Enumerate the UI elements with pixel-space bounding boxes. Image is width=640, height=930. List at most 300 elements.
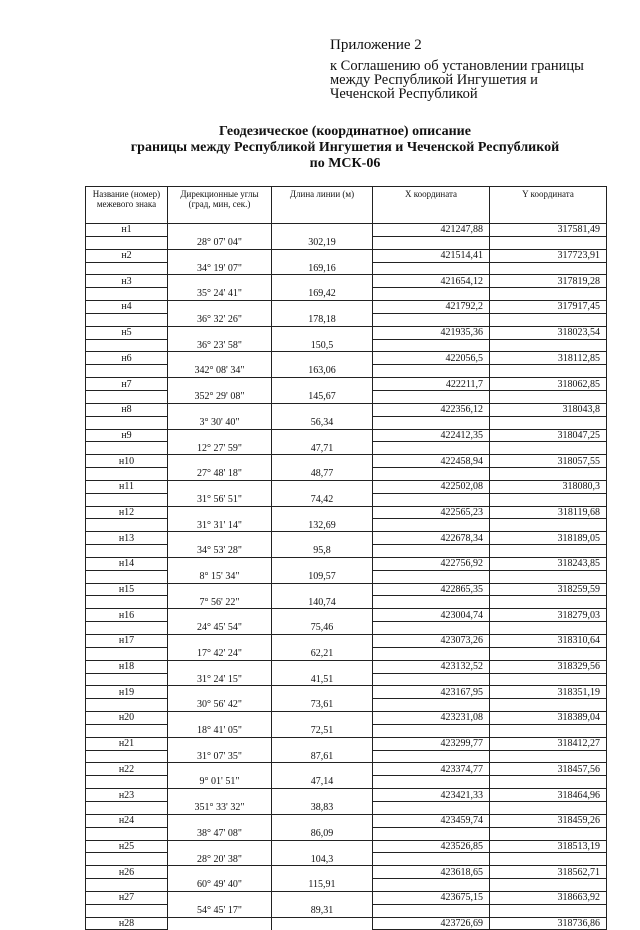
empty-cell xyxy=(272,635,373,648)
empty-cell xyxy=(168,635,272,648)
y-coordinate: 317917,45 xyxy=(490,301,607,314)
point-name: н16 xyxy=(86,609,168,622)
empty-cell xyxy=(272,814,373,827)
header-x: X координата xyxy=(373,187,490,224)
line-length: 150,5 xyxy=(272,339,373,352)
empty-cell xyxy=(272,583,373,596)
y-coordinate: 317723,91 xyxy=(490,249,607,262)
table-row-point xyxy=(86,275,607,288)
empty-cell xyxy=(168,403,272,416)
y-coordinate: 318062,85 xyxy=(490,378,607,391)
y-coordinate: 318389,04 xyxy=(490,712,607,725)
empty-cell xyxy=(272,378,373,391)
table-row-point xyxy=(86,789,607,802)
empty-cell xyxy=(168,455,272,468)
table-row-segment xyxy=(86,339,607,352)
x-coordinate: 421792,2 xyxy=(373,301,490,314)
empty-cell xyxy=(490,750,607,763)
empty-cell xyxy=(490,365,607,378)
table-row-point xyxy=(86,891,607,904)
y-coordinate: 318043,8 xyxy=(490,403,607,416)
empty-cell xyxy=(490,545,607,558)
y-coordinate: 318047,25 xyxy=(490,429,607,442)
empty-cell xyxy=(490,519,607,532)
direction-angle: 54° 45' 17" xyxy=(168,904,272,917)
table-row-segment xyxy=(86,493,607,506)
empty-cell xyxy=(373,699,490,712)
y-coordinate: 318023,54 xyxy=(490,326,607,339)
direction-angle: 24° 45' 54" xyxy=(168,622,272,635)
x-coordinate: 423618,65 xyxy=(373,866,490,879)
table-row-segment xyxy=(86,879,607,892)
empty-cell xyxy=(86,493,168,506)
y-coordinate: 318243,85 xyxy=(490,557,607,570)
direction-angle: 351° 33' 32" xyxy=(168,801,272,814)
empty-cell xyxy=(373,390,490,403)
line-length: 95,8 xyxy=(272,545,373,558)
empty-cell xyxy=(86,750,168,763)
empty-cell xyxy=(373,288,490,301)
direction-angle: 34° 53' 28" xyxy=(168,545,272,558)
table-row-point xyxy=(86,660,607,673)
empty-cell xyxy=(86,699,168,712)
empty-cell xyxy=(373,673,490,686)
empty-cell xyxy=(373,570,490,583)
table-row-segment xyxy=(86,647,607,660)
direction-angle: 8° 15' 34" xyxy=(168,570,272,583)
table-row-segment xyxy=(86,288,607,301)
empty-cell xyxy=(490,288,607,301)
table-row-point xyxy=(86,301,607,314)
empty-cell xyxy=(168,532,272,545)
table-row-point xyxy=(86,737,607,750)
empty-cell xyxy=(86,442,168,455)
x-coordinate: 422211,7 xyxy=(373,378,490,391)
point-name: н14 xyxy=(86,557,168,570)
empty-cell xyxy=(373,827,490,840)
header-length: Длина линии (м) xyxy=(272,187,373,224)
direction-angle: 27° 48' 18" xyxy=(168,468,272,481)
line-length: 41,51 xyxy=(272,673,373,686)
empty-cell xyxy=(490,493,607,506)
point-name: н12 xyxy=(86,506,168,519)
x-coordinate: 422412,35 xyxy=(373,429,490,442)
line-length: 87,61 xyxy=(272,750,373,763)
empty-cell xyxy=(272,737,373,750)
table-row-point xyxy=(86,352,607,365)
table-row-point xyxy=(86,712,607,725)
point-name: н18 xyxy=(86,660,168,673)
table-row-segment xyxy=(86,724,607,737)
table-row-segment xyxy=(86,596,607,609)
empty-cell xyxy=(373,236,490,249)
empty-cell xyxy=(272,712,373,725)
empty-cell xyxy=(272,557,373,570)
empty-cell xyxy=(168,326,272,339)
y-coordinate: 318464,96 xyxy=(490,789,607,802)
y-coordinate: 318329,56 xyxy=(490,660,607,673)
empty-cell xyxy=(168,789,272,802)
empty-cell xyxy=(373,493,490,506)
x-coordinate: 423526,85 xyxy=(373,840,490,853)
direction-angle: 36° 23' 58" xyxy=(168,339,272,352)
point-name: н23 xyxy=(86,789,168,802)
empty-cell xyxy=(86,647,168,660)
direction-angle: 31° 07' 35" xyxy=(168,750,272,763)
point-name: н13 xyxy=(86,532,168,545)
y-coordinate: 318279,03 xyxy=(490,609,607,622)
empty-cell xyxy=(272,660,373,673)
table-row-point xyxy=(86,866,607,879)
y-coordinate: 318119,68 xyxy=(490,506,607,519)
coordinates-table xyxy=(85,186,607,930)
x-coordinate: 422565,23 xyxy=(373,506,490,519)
x-coordinate: 421935,36 xyxy=(373,326,490,339)
direction-angle: 30° 56' 42" xyxy=(168,699,272,712)
title-line: Геодезическое (координатное) описание xyxy=(219,124,471,139)
line-length: 47,14 xyxy=(272,776,373,789)
empty-cell xyxy=(490,776,607,789)
empty-cell xyxy=(490,647,607,660)
table-row-segment xyxy=(86,442,607,455)
y-coordinate: 318189,05 xyxy=(490,532,607,545)
empty-cell xyxy=(168,712,272,725)
table-body xyxy=(86,224,607,930)
empty-cell xyxy=(490,879,607,892)
table-row-segment xyxy=(86,313,607,326)
x-coordinate: 422356,12 xyxy=(373,403,490,416)
empty-cell xyxy=(168,609,272,622)
direction-angle: 31° 31' 14" xyxy=(168,519,272,532)
empty-cell xyxy=(86,622,168,635)
table-row-segment xyxy=(86,262,607,275)
direction-angle: 12° 27' 59" xyxy=(168,442,272,455)
empty-cell xyxy=(168,763,272,776)
line-length: 140,74 xyxy=(272,596,373,609)
line-length: 115,91 xyxy=(272,879,373,892)
table-row-point xyxy=(86,686,607,699)
table-row-point xyxy=(86,532,607,545)
table-row-segment xyxy=(86,545,607,558)
table-row-segment xyxy=(86,390,607,403)
line-length: 38,83 xyxy=(272,801,373,814)
x-coordinate: 422865,35 xyxy=(373,583,490,596)
empty-cell xyxy=(490,904,607,917)
empty-cell xyxy=(272,275,373,288)
title-line: границы между Республикой Ингушетия и Чеченской Республикой xyxy=(130,140,560,155)
line-length: 74,42 xyxy=(272,493,373,506)
empty-cell xyxy=(272,455,373,468)
table-row-point xyxy=(86,480,607,493)
table-row-segment xyxy=(86,853,607,866)
line-length: 56,34 xyxy=(272,416,373,429)
appendix-line: Чеченской Республикой xyxy=(330,86,478,102)
table-row-point xyxy=(86,763,607,776)
table-row-point xyxy=(86,917,607,930)
empty-cell xyxy=(490,699,607,712)
point-name: н15 xyxy=(86,583,168,596)
empty-cell xyxy=(272,840,373,853)
empty-cell xyxy=(490,673,607,686)
empty-cell xyxy=(168,352,272,365)
line-length: 132,69 xyxy=(272,519,373,532)
point-name: н26 xyxy=(86,866,168,879)
table-row-point xyxy=(86,403,607,416)
empty-cell xyxy=(373,468,490,481)
empty-cell xyxy=(490,313,607,326)
point-name: н11 xyxy=(86,480,168,493)
table-row-point xyxy=(86,224,607,237)
empty-cell xyxy=(86,904,168,917)
empty-cell xyxy=(373,442,490,455)
empty-cell xyxy=(168,814,272,827)
y-coordinate: 318351,19 xyxy=(490,686,607,699)
table-row-point xyxy=(86,583,607,596)
x-coordinate: 423726,69 xyxy=(373,917,490,930)
empty-cell xyxy=(272,891,373,904)
appendix-subtitle xyxy=(330,59,620,101)
x-coordinate: 423004,74 xyxy=(373,609,490,622)
empty-cell xyxy=(373,879,490,892)
direction-angle: 28° 20' 38" xyxy=(168,853,272,866)
empty-cell xyxy=(272,224,373,237)
table-row-segment xyxy=(86,365,607,378)
point-name: н7 xyxy=(86,378,168,391)
direction-angle: 31° 56' 51" xyxy=(168,493,272,506)
point-name: н28 xyxy=(86,917,168,930)
line-length: 72,51 xyxy=(272,724,373,737)
empty-cell xyxy=(168,224,272,237)
appendix-line: между Республикой Ингушетия и xyxy=(330,72,538,88)
empty-cell xyxy=(272,506,373,519)
empty-cell xyxy=(490,236,607,249)
point-name: н1 xyxy=(86,224,168,237)
empty-cell xyxy=(168,378,272,391)
empty-cell xyxy=(86,570,168,583)
direction-angle: 28° 07' 04" xyxy=(168,236,272,249)
point-name: н4 xyxy=(86,301,168,314)
table-row-point xyxy=(86,326,607,339)
y-coordinate: 318457,56 xyxy=(490,763,607,776)
empty-cell xyxy=(490,442,607,455)
y-coordinate: 317819,28 xyxy=(490,275,607,288)
empty-cell xyxy=(272,917,373,930)
y-coordinate: 317581,49 xyxy=(490,224,607,237)
point-name: н5 xyxy=(86,326,168,339)
empty-cell xyxy=(272,249,373,262)
direction-angle: 9° 01' 51" xyxy=(168,776,272,789)
line-length: 89,31 xyxy=(272,904,373,917)
empty-cell xyxy=(373,853,490,866)
appendix-block xyxy=(330,36,620,101)
line-length: 47,71 xyxy=(272,442,373,455)
empty-cell xyxy=(373,339,490,352)
y-coordinate: 318310,64 xyxy=(490,635,607,648)
table-row-point xyxy=(86,635,607,648)
x-coordinate: 423675,15 xyxy=(373,891,490,904)
direction-angle: 352° 29' 08" xyxy=(168,390,272,403)
direction-angle: 60° 49' 40" xyxy=(168,879,272,892)
x-coordinate: 423167,95 xyxy=(373,686,490,699)
y-coordinate: 318663,92 xyxy=(490,891,607,904)
line-length: 302,19 xyxy=(272,236,373,249)
line-length: 62,21 xyxy=(272,647,373,660)
table-row-point xyxy=(86,378,607,391)
empty-cell xyxy=(373,596,490,609)
empty-cell xyxy=(490,853,607,866)
empty-cell xyxy=(168,891,272,904)
empty-cell xyxy=(168,660,272,673)
table-row-segment xyxy=(86,519,607,532)
document-title xyxy=(80,124,610,172)
header-angle: Дирекционные углы (град, мин, сек.) xyxy=(168,187,272,224)
empty-cell xyxy=(86,519,168,532)
title-line: по МСК-06 xyxy=(309,156,381,171)
table-row-segment xyxy=(86,801,607,814)
table-row-point xyxy=(86,557,607,570)
empty-cell xyxy=(373,622,490,635)
table-row-segment xyxy=(86,776,607,789)
table-row-point xyxy=(86,429,607,442)
header-name: Название (номер) межевого знака xyxy=(86,187,168,224)
point-name: н24 xyxy=(86,814,168,827)
empty-cell xyxy=(272,532,373,545)
table-row-segment xyxy=(86,750,607,763)
line-length: 109,57 xyxy=(272,570,373,583)
table-row-segment xyxy=(86,236,607,249)
x-coordinate: 422502,08 xyxy=(373,480,490,493)
point-name: н17 xyxy=(86,635,168,648)
direction-angle: 3° 30' 40" xyxy=(168,416,272,429)
empty-cell xyxy=(86,853,168,866)
direction-angle: 35° 24' 41" xyxy=(168,288,272,301)
y-coordinate: 318057,55 xyxy=(490,455,607,468)
empty-cell xyxy=(86,313,168,326)
empty-cell xyxy=(490,596,607,609)
table-row-point xyxy=(86,455,607,468)
table-row-point xyxy=(86,506,607,519)
empty-cell xyxy=(272,301,373,314)
direction-angle: 38° 47' 08" xyxy=(168,827,272,840)
empty-cell xyxy=(272,686,373,699)
point-name: н9 xyxy=(86,429,168,442)
line-length: 169,16 xyxy=(272,262,373,275)
x-coordinate: 422056,5 xyxy=(373,352,490,365)
line-length: 86,09 xyxy=(272,827,373,840)
empty-cell xyxy=(373,313,490,326)
direction-angle: 34° 19' 07" xyxy=(168,262,272,275)
empty-cell xyxy=(490,416,607,429)
y-coordinate: 318513,19 xyxy=(490,840,607,853)
empty-cell xyxy=(168,275,272,288)
x-coordinate: 423299,77 xyxy=(373,737,490,750)
empty-cell xyxy=(373,519,490,532)
empty-cell xyxy=(272,609,373,622)
point-name: н10 xyxy=(86,455,168,468)
empty-cell xyxy=(86,416,168,429)
empty-cell xyxy=(373,545,490,558)
empty-cell xyxy=(272,352,373,365)
line-length: 178,18 xyxy=(272,313,373,326)
line-length: 73,61 xyxy=(272,699,373,712)
y-coordinate: 318562,71 xyxy=(490,866,607,879)
table-row-segment xyxy=(86,904,607,917)
empty-cell xyxy=(272,429,373,442)
point-name: н19 xyxy=(86,686,168,699)
empty-cell xyxy=(490,262,607,275)
empty-cell xyxy=(86,776,168,789)
direction-angle: 17° 42' 24" xyxy=(168,647,272,660)
empty-cell xyxy=(86,365,168,378)
empty-cell xyxy=(373,724,490,737)
empty-cell xyxy=(373,262,490,275)
direction-angle: 36° 32' 26" xyxy=(168,313,272,326)
empty-cell xyxy=(490,622,607,635)
table-row-point xyxy=(86,840,607,853)
empty-cell xyxy=(86,236,168,249)
line-length: 169,42 xyxy=(272,288,373,301)
empty-cell xyxy=(490,339,607,352)
x-coordinate: 423459,74 xyxy=(373,814,490,827)
appendix-heading: Приложение 2 xyxy=(330,37,422,53)
empty-cell xyxy=(490,390,607,403)
point-name: н20 xyxy=(86,712,168,725)
x-coordinate: 422678,34 xyxy=(373,532,490,545)
point-name: н21 xyxy=(86,737,168,750)
point-name: н6 xyxy=(86,352,168,365)
point-name: н27 xyxy=(86,891,168,904)
line-length: 104,3 xyxy=(272,853,373,866)
empty-cell xyxy=(490,724,607,737)
point-name: н22 xyxy=(86,763,168,776)
empty-cell xyxy=(86,468,168,481)
empty-cell xyxy=(168,249,272,262)
point-name: н3 xyxy=(86,275,168,288)
direction-angle: 7° 56' 22" xyxy=(168,596,272,609)
y-coordinate: 318412,27 xyxy=(490,737,607,750)
y-coordinate: 318080,3 xyxy=(490,480,607,493)
table-row-segment xyxy=(86,622,607,635)
empty-cell xyxy=(272,866,373,879)
point-name: н2 xyxy=(86,249,168,262)
empty-cell xyxy=(86,390,168,403)
empty-cell xyxy=(86,262,168,275)
empty-cell xyxy=(373,647,490,660)
empty-cell xyxy=(168,480,272,493)
empty-cell xyxy=(490,468,607,481)
x-coordinate: 422458,94 xyxy=(373,455,490,468)
x-coordinate: 421247,88 xyxy=(373,224,490,237)
empty-cell xyxy=(168,301,272,314)
table-row-point xyxy=(86,609,607,622)
x-coordinate: 423132,52 xyxy=(373,660,490,673)
appendix-line: к Соглашению об установлении границы xyxy=(330,58,584,74)
line-length: 145,67 xyxy=(272,390,373,403)
table-row-point xyxy=(86,249,607,262)
empty-cell xyxy=(168,429,272,442)
empty-cell xyxy=(373,416,490,429)
line-length: 75,46 xyxy=(272,622,373,635)
x-coordinate: 422756,92 xyxy=(373,557,490,570)
table-row-segment xyxy=(86,673,607,686)
table-row-segment xyxy=(86,827,607,840)
y-coordinate: 318259,59 xyxy=(490,583,607,596)
empty-cell xyxy=(86,288,168,301)
empty-cell xyxy=(373,365,490,378)
table-row-segment xyxy=(86,468,607,481)
header-y: Y координата xyxy=(490,187,607,224)
point-name: н8 xyxy=(86,403,168,416)
